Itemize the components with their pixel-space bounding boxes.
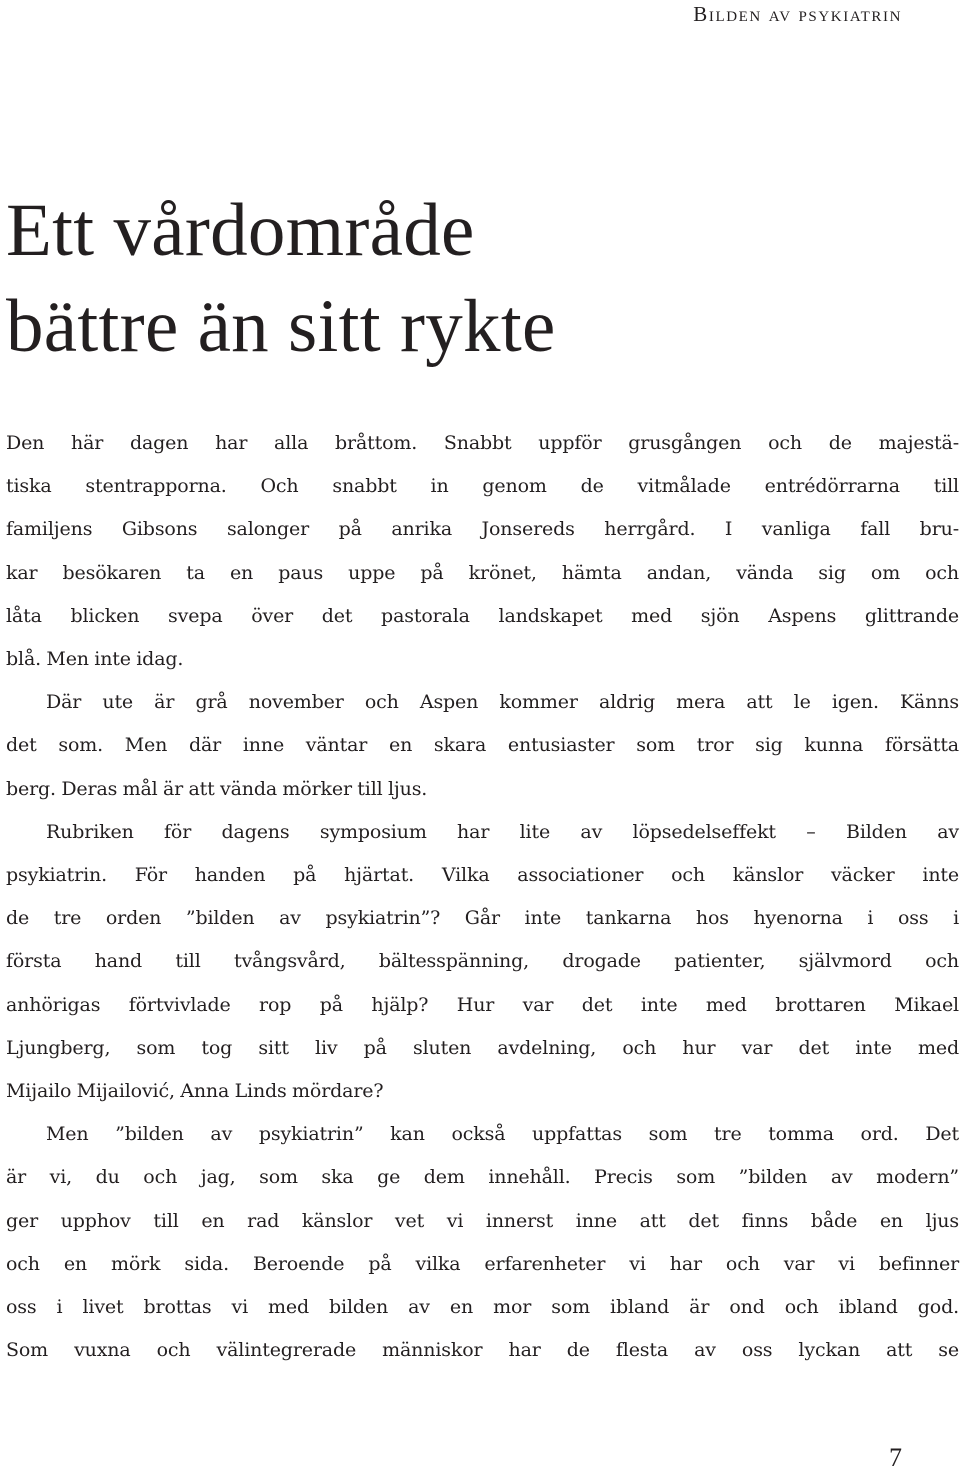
text-line: berg. Deras mål är att vända mörker till ljus. (6, 777, 428, 800)
body-text (6, 422, 959, 1372)
chapter-title-line: bättre än sitt rykte (6, 285, 556, 368)
text-line: de tre orden ”bilden av psykiatrin”? Går inte tankarna hos hyenorna i oss i (6, 907, 959, 930)
text-line: familjens Gibsons salonger på anrika Jonsereds herrgård. I vanliga fall bru- (6, 518, 959, 541)
text-line: Där ute är grå november och Aspen kommer aldrig mera att le igen. Känns (46, 691, 959, 714)
text-line: oss i livet brottas vi med bilden av en mor som ibland är ond och ibland god. (6, 1296, 959, 1319)
page-number: 7 (889, 1443, 902, 1472)
text-line: och en mörk sida. Beroende på vilka erfarenheter vi har och var vi befinner (6, 1252, 959, 1275)
text-line: Men ”bilden av psykiatrin” kan också uppfattas som tre tomma ord. Det (46, 1123, 959, 1146)
text-line: Rubriken för dagens symposium har lite av löpsedelseffekt – Bilden av (46, 820, 959, 843)
text-line: blå. Men inte idag. (6, 648, 184, 671)
running-header: Bilden av psykiatrin (693, 2, 902, 26)
text-line: Mijailo Mijailović, Anna Linds mördare? (6, 1080, 384, 1103)
text-line: Den här dagen har alla bråttom. Snabbt uppför grusgången och de majestä- (6, 432, 959, 454)
text-line: Som vuxna och välintegrerade människor har de flesta av oss lyckan att se (6, 1339, 959, 1362)
chapter-title (6, 183, 556, 375)
text-line: det som. Men där inne väntar en skara entusiaster som tror sig kunna försätta (6, 734, 959, 757)
text-line: är vi, du och jag, som ska ge dem innehåll. Precis som ”bilden av modern” (6, 1166, 959, 1189)
text-line: första hand till tvångsvård, bältesspänning, drogade patienter, självmord och (6, 950, 959, 973)
text-line: kar besökaren ta en paus uppe på krönet, hämta andan, vända sig om och (6, 561, 959, 584)
text-line: psykiatrin. För handen på hjärtat. Vilka associationer och känslor väcker inte (6, 864, 959, 887)
text-line: tiska stentrapporna. Och snabbt in genom de vitmålade entrédörrarna till (6, 475, 959, 498)
text-line: Ljungberg, som tog sitt liv på sluten avdelning, och hur var det inte med (6, 1036, 959, 1059)
text-line: ger upphov till en rad känslor vet vi innerst inne att det finns både en ljus (6, 1209, 959, 1232)
chapter-title-line: Ett vårdområde (6, 189, 475, 272)
text-line: anhörigas förtvivlade rop på hjälp? Hur var det inte med brottaren Mikael (6, 993, 959, 1016)
text-line: låta blicken svepa över det pastorala landskapet med sjön Aspens glittrande (6, 604, 959, 627)
